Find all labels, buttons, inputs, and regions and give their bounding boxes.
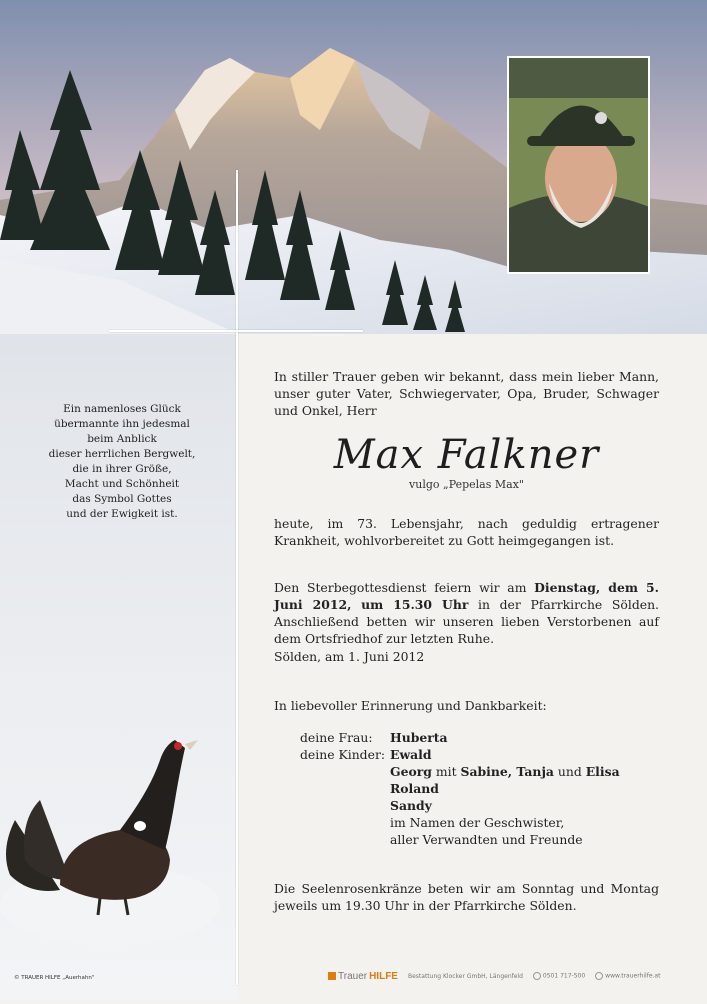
company-name: Bestattung Klocker GmbH, Längenfeld — [407, 972, 523, 980]
service-time: um 15.30 Uhr — [361, 597, 469, 612]
poem-line: Macht und Schönheit — [64, 478, 180, 490]
website-link: www.trauerhilfe.at — [605, 972, 661, 980]
service-pre: Den Sterbegottesdienst feiern wir am — [274, 580, 535, 595]
family-row — [300, 831, 620, 848]
poem-line: Ein namenloses Glück — [63, 403, 181, 415]
logo-text-a: Trauer — [338, 970, 368, 982]
child-name: Roland — [390, 781, 439, 796]
family-list — [300, 729, 620, 848]
cross-horizontal — [109, 330, 363, 332]
poem-line: dieser herrlichen Bergwelt, — [48, 448, 196, 460]
death-text: heute, im 73. Lebensjahr, nach geduldig ertragener Krankheit, wohlvorbereitet zu Gott heimgegangen ist. — [274, 516, 659, 548]
rosary-text: Die Seelenrosenkränze beten wir am Sonntag und Montag jeweils um 19.30 Uhr in der Pfarrkirche Sölden. — [274, 881, 659, 913]
wife-label: deine Frau: — [300, 730, 373, 745]
family-row — [300, 763, 620, 780]
trauerhilfe-logo — [328, 971, 398, 982]
website — [595, 972, 660, 980]
deceased-name: Max Falkner — [333, 432, 600, 478]
siblings-line: im Namen der Geschwister, — [390, 815, 565, 830]
family-row — [300, 797, 620, 814]
connector: mit — [431, 764, 461, 779]
poem — [42, 402, 202, 522]
footer — [328, 968, 688, 984]
poem-line: das Symbol Gottes — [72, 493, 172, 505]
portrait-photo — [507, 56, 650, 274]
relatives-line: aller Verwandten und Freunde — [390, 832, 583, 847]
phone-icon — [533, 972, 541, 980]
grandchild-name: Elisa — [585, 764, 620, 779]
poem-line: übermannte ihn jedesmal — [54, 418, 190, 430]
phone — [533, 972, 585, 980]
child-name: Georg — [390, 764, 432, 779]
globe-icon — [595, 972, 603, 980]
service-text — [274, 579, 659, 647]
place-date: Sölden, am 1. Juni 2012 — [274, 649, 425, 664]
child-name: Sandy — [390, 798, 432, 813]
poem-line: und der Ewigkeit ist. — [66, 508, 178, 520]
family-row — [300, 814, 620, 831]
memory-line: In liebevoller Erinnerung und Dankbarkeit: — [274, 698, 547, 713]
logo-text-b: HILFE — [369, 970, 398, 982]
logo-square-icon — [328, 972, 336, 980]
grandchildren-names: Sabine, Tanja — [460, 764, 554, 779]
wife-name: Huberta — [390, 730, 448, 745]
deceased-nickname: vulgo „Pepelas Max" — [409, 478, 524, 491]
family-row — [300, 746, 620, 763]
connector: und — [553, 764, 586, 779]
child-name: Ewald — [390, 747, 432, 762]
family-row — [300, 729, 620, 746]
service-post: in der Pfarrkirche Sölden. Anschließend betten wir unseren lieben Verstorbenen auf dem Ortsfriedhof zur letzten Ruhe. — [274, 597, 660, 646]
family-row — [300, 780, 620, 797]
phone-number: 0501 717-500 — [542, 972, 586, 980]
intro-text: In stiller Trauer geben wir bekannt, dass mein lieber Mann, unser guter Vater, Schwiegervater, Opa, Bruder, Schwager und Onkel, Herr — [274, 369, 659, 418]
poem-line: die in ihrer Größe, — [72, 463, 172, 475]
children-label: deine Kinder: — [300, 747, 386, 762]
capercaillie-image — [0, 700, 238, 1000]
service-date: Dienstag, dem 5. Juni 2012, — [274, 580, 659, 612]
copyright-note: © TRAUER HILFE „Auerhahn" — [14, 975, 95, 981]
poem-line: beim Anblick — [87, 433, 157, 445]
